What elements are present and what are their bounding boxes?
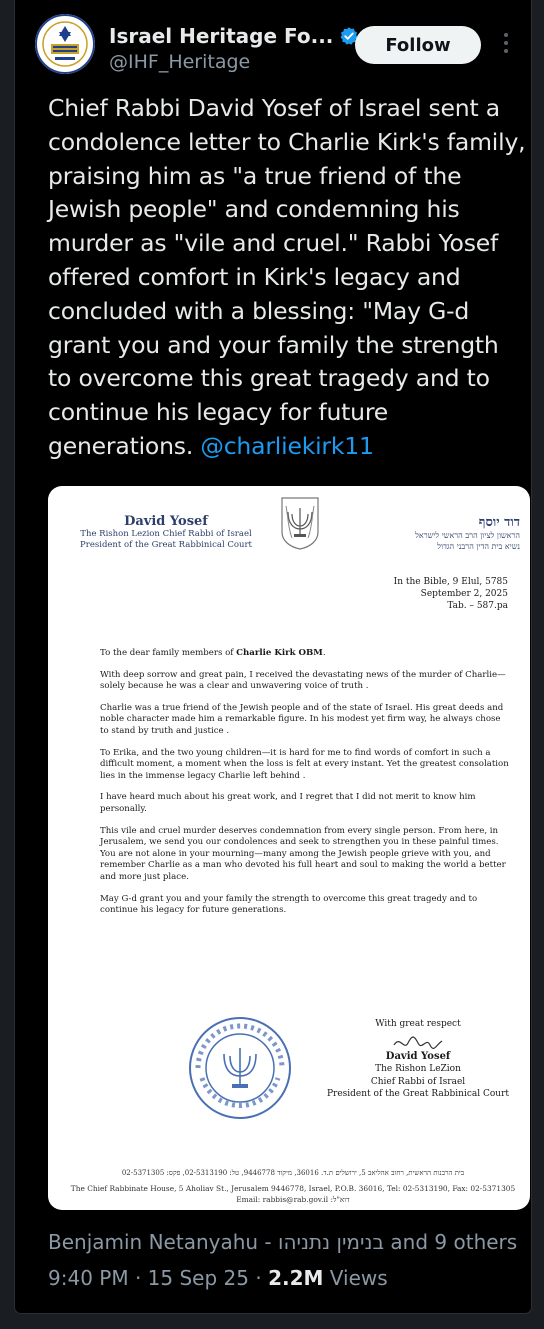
reference-number: Tab. – 587.pa — [447, 601, 508, 611]
israel-emblem-icon — [278, 496, 322, 550]
footer-address: The Chief Rabbinate House, 5 Aholiav St., Jerusalem 9446778, Israel, P.O.B. 36016, Tel: 02-5313190, Fax: 02-5371305 — [70, 1184, 516, 1193]
paragraph: This vile and cruel murder deserves condemnation from every single person. From here, in Jerusalem, we send you our condolences and seek to strengthen you in these painful times. You are not alone in your mourning—many among the Jewish people grieve with you, and remember Charlie as a man who devoted his full heart and soul to making the world a better and more just place. — [100, 825, 506, 882]
signer-name: David Yosef — [385, 1050, 451, 1062]
display-name[interactable]: Israel Heritage Fo... — [109, 24, 359, 51]
letter-body — [100, 648, 510, 927]
signer-title-2: Chief Rabbi of Israel — [370, 1076, 466, 1087]
letterhead-name: David Yosef — [124, 514, 208, 529]
more-vertical-icon[interactable] — [501, 32, 511, 54]
views-label: Views — [323, 1266, 388, 1290]
follow-button[interactable]: Follow — [355, 26, 481, 64]
israel-heritage-logo-icon — [35, 14, 95, 74]
letterhead-hebrew-title-2: נשיא בית הדין הרבני הגדול — [437, 542, 520, 551]
letter-image[interactable] — [48, 486, 530, 1210]
tweet-text — [48, 92, 528, 464]
letterhead-english — [66, 514, 266, 551]
post-date[interactable]: 15 Sep 25 — [147, 1266, 249, 1290]
paragraph: I have heard much about his great work, and I regret that I did not merit to know him personally. — [100, 792, 476, 814]
tweet-header — [35, 14, 531, 78]
letterhead-hebrew-name: דוד יוסף — [478, 515, 520, 530]
signer-title-1: The Rishon LeZion — [375, 1064, 461, 1074]
tweet-body: Chief Rabbi David Yosef of Israel sent a condolence letter to Charlie Kirk's family, praising him as "a true friend of the Jewish people" and condemning his murder as "vile and cruel." Rabbi Yosef offered comfort in Kirk's legacy and concluded with a blessing: "May G-d grant you and your family the strength to overcome this great tragedy and to continue his legacy for future generations. — [48, 94, 526, 460]
letterhead-title-2: President of the Great Rabbinical Court — [80, 540, 252, 550]
paragraph: To Erika, and the two young children—it is hard for me to find words of comfort in such a difficult moment, a moment when the loss is felt at every instant. Yet the greatest consolation lies in the immense legacy Charlie left behind . — [100, 747, 509, 781]
handwritten-signature — [318, 1031, 518, 1051]
paragraph: May G-d grant you and your family the strength to overcome this great tragedy and to continue his legacy for future generations. — [100, 893, 478, 916]
mention-link[interactable]: @charliekirk11 — [200, 431, 374, 460]
signature-block — [318, 1018, 518, 1101]
footer-email: Email: rabbis@rab.gov.il :דוא"ל — [236, 1195, 350, 1204]
views-count: 2.2M — [268, 1266, 324, 1290]
signer-title-3: President of the Great Rabbinical Court — [326, 1089, 509, 1099]
official-seal-stamp — [186, 1014, 294, 1122]
hebrew-date: In the Bible, 9 Elul, 5785 — [393, 577, 508, 587]
post-time[interactable]: 9:40 PM — [48, 1266, 129, 1290]
liked-by[interactable]: Benjamin Netanyahu - בנימין נתניהו and 9 others — [48, 1230, 518, 1254]
paragraph: Charlie was a true friend of the Jewish people and of the state of Israel. His great deeds and noble character made him a remarkable figure. In his modest yet firm way, he always chose to stand by truth and justice . — [100, 702, 504, 736]
letter-footer-hebrew: בית הרבנות הראשית, רחוב אהליאב 5, ירושלים ת.ד. 36016, מיקוד 9446778, טל: 02-5313190, פקס: 02-5371305 — [121, 1169, 465, 1177]
tweet-card — [15, 0, 531, 1313]
avatar[interactable] — [35, 14, 95, 74]
gregorian-date: September 2, 2025 — [420, 589, 508, 599]
user-handle[interactable]: @IHF_Heritage — [109, 51, 251, 73]
letter-footer-english — [62, 1183, 524, 1205]
letterhead-hebrew — [348, 514, 520, 552]
letter-date — [394, 576, 508, 612]
tweet-meta: 9:40 PM · 15 Sep 25 · 2.2M Views — [48, 1266, 388, 1290]
letterhead-hebrew-title-1: הראשון לציון הרב הראשי לישראל — [415, 531, 520, 540]
salutation: To the dear family members of Charlie Kirk OBM. — [100, 648, 326, 658]
letterhead-title-1: The Rishon Lezion Chief Rabbi of Israel — [80, 529, 252, 539]
closing: With great respect — [375, 1019, 461, 1029]
paragraph: With deep sorrow and great pain, I received the devastating news of the murder of Charlie—solely because he was a clear and unwavering voice of truth . — [100, 669, 506, 692]
